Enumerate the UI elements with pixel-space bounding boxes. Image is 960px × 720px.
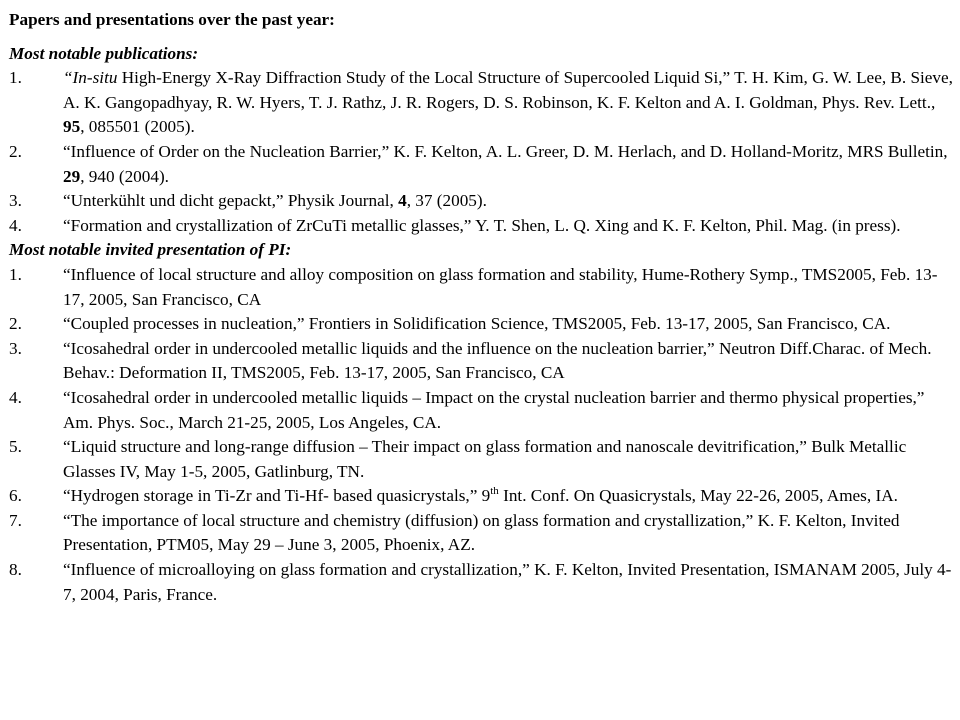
publication-volume: 95 <box>63 117 81 137</box>
publication-authors: Y. T. Shen, L. Q. Xing and K. F. Kelton, <box>471 215 752 235</box>
presentation-item <box>9 263 955 312</box>
list-number: 5. <box>9 437 22 457</box>
presentation-text: “Icosahedral order in undercooled metallic liquids and the influence on the nucleation barrier,” Neutron Diff.Charac. of Mech. Behav.: Deformation II, TMS2005, Feb. 13-17, 2005, San Francisco, CA <box>63 338 932 383</box>
list-number: 1. <box>9 264 22 284</box>
list-number: 4. <box>9 215 22 235</box>
presentation-text: “Icosahedral order in undercooled metallic liquids – Impact on the crystal nucleation barrier and thermo physical properties,” Am. Phys. Soc., March 21-25, 2005, Los Angeles, CA. <box>63 387 925 432</box>
presentation-text-continued: Int. Conf. On Quasicrystals, May 22-26, 2005, Ames, IA. <box>498 486 898 506</box>
presentation-item <box>9 386 955 435</box>
publication-title: “Unterkühlt und dicht gepackt,” <box>63 191 284 211</box>
list-number: 4. <box>9 387 22 407</box>
presentation-item <box>9 484 955 509</box>
publication-title: High-Energy X-Ray Diffraction Study of the Local Structure of Supercooled Liquid Si,” <box>117 68 731 88</box>
publication-item <box>9 189 955 214</box>
publication-volume: 4 <box>398 191 407 211</box>
presentations-list <box>9 263 955 607</box>
list-number: 8. <box>9 560 22 580</box>
list-number: 3. <box>9 338 22 358</box>
list-number: 2. <box>9 314 22 334</box>
publications-heading: Most notable publications: <box>9 43 199 63</box>
publication-pages: , 37 (2005). <box>406 191 487 211</box>
publication-journal: Physik Journal, <box>283 191 399 211</box>
publication-journal: Phys. Rev. Lett., <box>817 92 936 112</box>
presentation-text: “The importance of local structure and chemistry (diffusion) on glass formation and crystallization,” K. F. Kelton, Invited Presentation, PTM05, May 29 – June 3, 2005, Phoenix, AZ. <box>63 510 900 555</box>
list-number: 7. <box>9 510 22 530</box>
list-number: 3. <box>9 191 22 211</box>
list-number: 1. <box>9 68 22 88</box>
presentation-item <box>9 435 955 484</box>
presentation-text: “Hydrogen storage in Ti-Zr and Ti-Hf- based quasicrystals,” 9 <box>63 486 491 506</box>
publication-item <box>9 66 955 140</box>
publication-item <box>9 140 955 189</box>
presentation-item <box>9 558 955 607</box>
presentation-item <box>9 337 955 386</box>
publication-title-italic: “In-situ <box>63 68 118 88</box>
publication-journal: MRS Bulletin, <box>842 141 948 161</box>
list-number: 6. <box>9 486 22 506</box>
publication-item <box>9 214 955 239</box>
publication-volume: 29 <box>63 166 81 186</box>
publication-authors: K. F. Kelton, A. L. Greer, D. M. Herlach, and D. Holland-Moritz, <box>389 141 843 161</box>
presentation-item <box>9 312 955 337</box>
presentation-item <box>9 509 955 558</box>
list-number: 2. <box>9 141 22 161</box>
publication-pages: , 940 (2004). <box>80 166 169 186</box>
page-title: Papers and presentations over the past year: <box>9 10 335 29</box>
presentation-text: “Liquid structure and long-range diffusion – Their impact on glass formation and nanoscale devitrification,” Bulk Metallic Glasses IV, May 1-5, 2005, Gatlinburg, TN. <box>63 437 907 481</box>
publication-authors: T. H. Kim, G. W. Lee, B. Sieve, A. K. Gangopadhyay, R. W. Hyers, T. J. Rathz, J. R. Rogers, D. S. Robinson, K. F. Kelton and A. I. Goldman, <box>63 68 953 112</box>
publications-list <box>9 66 955 238</box>
publication-pages: , 085501 (2005). <box>80 117 195 137</box>
document-page <box>9 8 955 607</box>
presentation-text: “Influence of microalloying on glass formation and crystallization,” K. F. Kelton, Invited Presentation, ISMANAM 2005, July 4-7, 2004, Paris, France. <box>63 560 952 604</box>
publication-title: “Formation and crystallization of ZrCuTi metallic glasses,” <box>63 215 472 235</box>
publication-title: “Influence of Order on the Nucleation Barrier,” <box>63 141 390 161</box>
presentations-heading: Most notable invited presentation of PI: <box>9 240 292 260</box>
ordinal-suffix: th <box>490 485 499 498</box>
presentation-text: “Coupled processes in nucleation,” Frontiers in Solidification Science, TMS2005, Feb. 13-17, 2005, San Francisco, CA. <box>63 314 891 334</box>
presentation-text: “Influence of local structure and alloy composition on glass formation and stability, Hume-Rothery Symp., TMS2005, Feb. 13-17, 2005, San Francisco, CA <box>63 264 938 309</box>
publication-journal: Phil. Mag. (in press). <box>751 215 901 235</box>
